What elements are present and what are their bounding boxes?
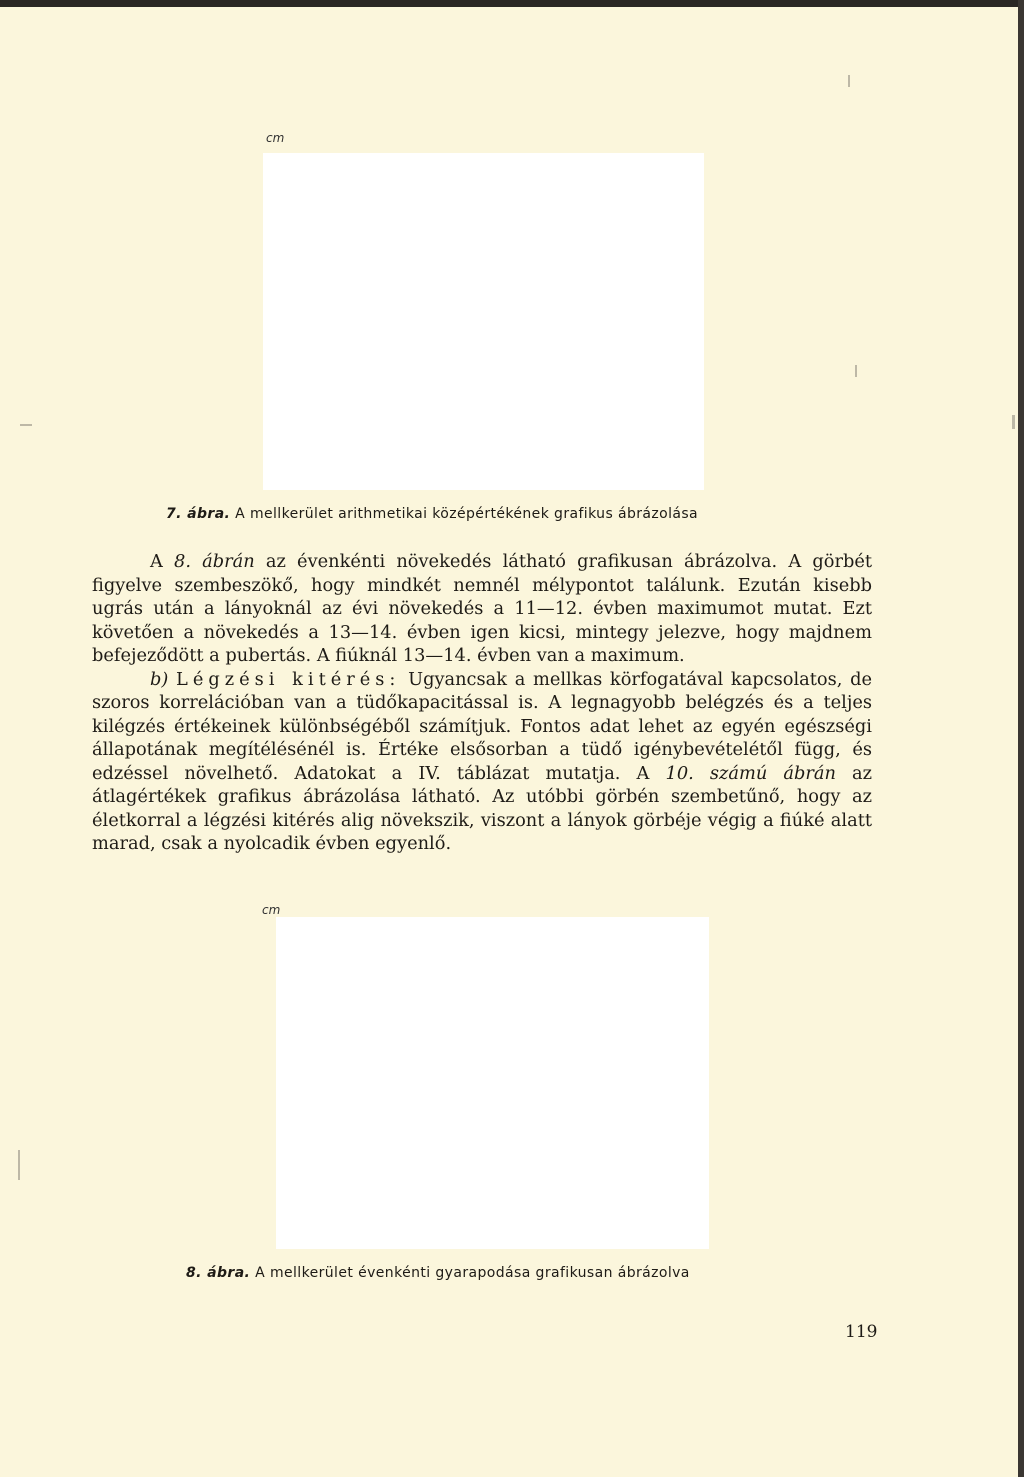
page-top-edge [0, 0, 1024, 7]
paragraph-1-lead: A [150, 551, 163, 572]
figure-7-image [263, 153, 704, 490]
figure-7-axis-unit: cm [266, 131, 285, 145]
page-right-edge [1018, 0, 1024, 1477]
figure-7-caption-text: A mellkerület arithmetikai középértékének grafikus ábrázolása [235, 506, 699, 522]
scan-speck [848, 75, 850, 87]
figure-8-axis-unit: cm [262, 903, 281, 917]
page-number: 119 [845, 1322, 878, 1342]
figure-7-caption [166, 506, 698, 522]
paragraph-2-text-b: az átlagértékek grafikus ábrázolása látható. Az utóbbi görbén szembetűnő, hogy az életkorral a légzési kitérés alig növekszik, viszont a lányok görbéje végig a fiúké alatt marad, csak a nyolcadik évben egyenlő. [92, 762, 873, 854]
scan-speck [1012, 415, 1015, 429]
figure-8-caption-text: A mellkerület évenkénti gyarapodása grafikusan ábrázolva [255, 1265, 690, 1281]
figure-8-caption-number: 8. ábra. [186, 1265, 251, 1281]
paragraph-1 [92, 550, 872, 668]
paragraph-2 [92, 668, 872, 856]
figure-7-caption-number: 7. ábra. [166, 506, 231, 522]
paragraph-2-heading: Légzési kitérés: [176, 668, 401, 690]
paragraph-2-text-a: Ugyancsak a mellkas körfogatával kapcsolatos, de szoros korrelációban van a tüdőkapacitással is. A legnagyobb belégzés és a teljes kilégzés értékeinek különbségéből számítjuk. Fontos adat lehet az egyén egészségi állapotának megítélésénél is. Értéke elsősorban a tüdő igénybevételétől függ, és edzéssel növelhető. Adatokat a IV. táblázat mutatja. A [92, 668, 872, 784]
scan-speck [20, 424, 32, 426]
paragraph-1-figure-ref: 8. ábrán [174, 551, 255, 572]
scan-speck [855, 365, 857, 377]
paragraph-2-label: b) [150, 668, 169, 690]
figure-8-image [276, 917, 709, 1249]
body-text [92, 550, 872, 856]
scan-speck [18, 1150, 20, 1180]
paragraph-2-figure-ref: 10. számú ábrán [665, 762, 836, 784]
paragraph-1-text: az évenkénti növekedés látható grafikusan ábrázolva. A görbét figyelve szembeszökő, hogy mindkét nemnél mélypontot találunk. Ezután kisebb ugrás után a lányoknál az évi növekedés a 11—12. évben maximumot mutat. Ezt követően a növekedés a 13—14. évben igen kicsi, mintegy jelezve, hogy majdnem befejeződött a pubertás. A fiúknál 13—14. évben van a maximum. [92, 551, 873, 666]
figure-8-caption [186, 1265, 690, 1281]
